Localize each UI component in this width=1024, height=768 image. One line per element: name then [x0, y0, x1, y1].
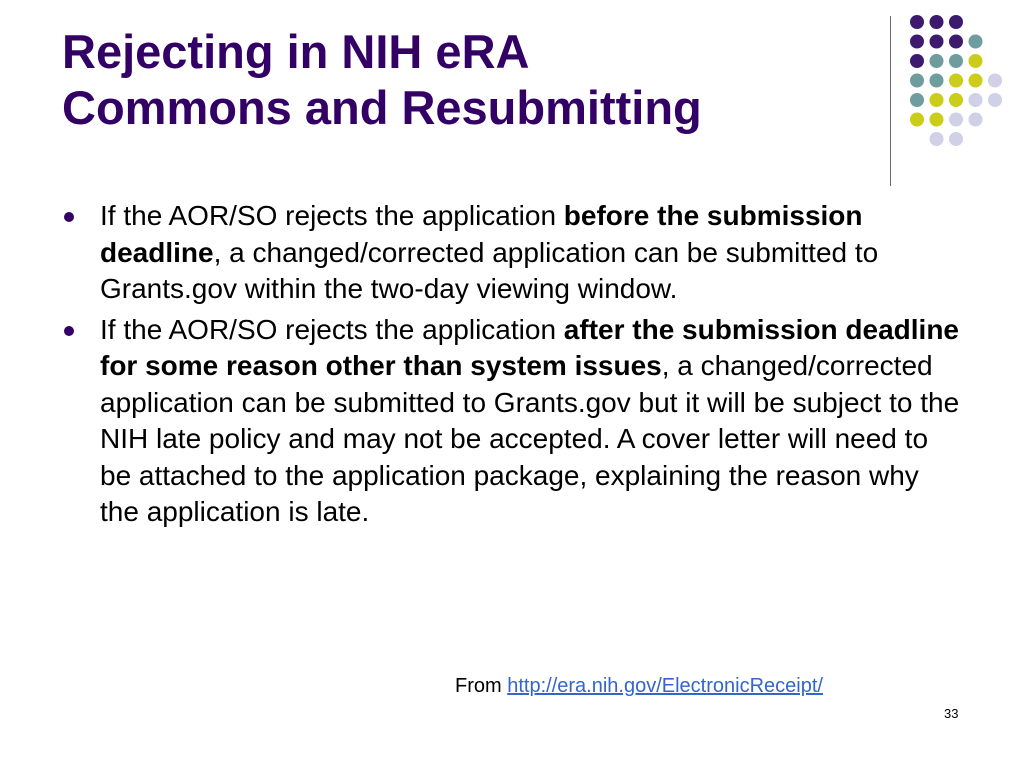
decor-dot [910, 93, 924, 107]
bullet-1-bold: before the submission deadline [100, 200, 863, 268]
decor-dot [930, 35, 944, 49]
decor-dot [969, 93, 983, 107]
dot-layer [910, 15, 1002, 146]
bullet-dot [64, 326, 74, 336]
source-citation [455, 674, 823, 698]
source-prefix: From [455, 675, 508, 697]
decor-dot [949, 93, 963, 107]
bullet-2-text-end: , a changed/corrected application can be submitted to Grants.gov but it will be subject to the NIH late policy and may not be accepted. A cover letter will need to be attached to the application package, explaining the reason why the application is late. [100, 350, 960, 527]
decor-dot [910, 113, 924, 127]
decor-dot [910, 35, 924, 49]
decor-dot [949, 15, 963, 29]
decor-dot [930, 15, 944, 29]
bullet-list [62, 198, 962, 535]
decor-dot [969, 74, 983, 88]
decor-dot [988, 74, 1002, 88]
decor-dot [949, 54, 963, 68]
decor-dot [949, 35, 963, 49]
page-number: 33 [944, 706, 959, 721]
decor-dot [910, 54, 924, 68]
decor-dot [949, 132, 963, 146]
decor-dot [949, 74, 963, 88]
decor-dot [930, 54, 944, 68]
slide-title-line-2: Commons and Resubmitting [62, 81, 702, 134]
decorative-dot-grid [0, 0, 1024, 200]
decor-dot [949, 113, 963, 127]
decor-dot [969, 54, 983, 68]
bullet-1-text-end: , a changed/corrected application can be submitted to Grants.gov within the two-day viewing window. [100, 236, 879, 304]
bullet-item-2 [62, 312, 962, 531]
bullet-2-bold: after the submission deadline for some reason other than system issues [100, 313, 959, 381]
bullet-1-text: If the AOR/SO rejects the application [100, 200, 564, 231]
decor-dot [930, 113, 944, 127]
decor-dot [910, 15, 924, 29]
source-link[interactable]: http://era.nih.gov/ElectronicReceipt/ [507, 675, 823, 697]
bullet-item-1 [62, 198, 962, 308]
decor-dot [930, 93, 944, 107]
decor-dot [969, 35, 983, 49]
bullet-2-text: If the AOR/SO rejects the application [100, 313, 564, 345]
bullet-dot [64, 212, 74, 222]
decor-dot [930, 132, 944, 146]
decor-dot [910, 74, 924, 88]
decor-dot [930, 74, 944, 88]
slide-title-line-1: Rejecting in NIH eRA [62, 25, 530, 78]
decor-dot [969, 113, 983, 127]
decor-dot [988, 93, 1002, 107]
